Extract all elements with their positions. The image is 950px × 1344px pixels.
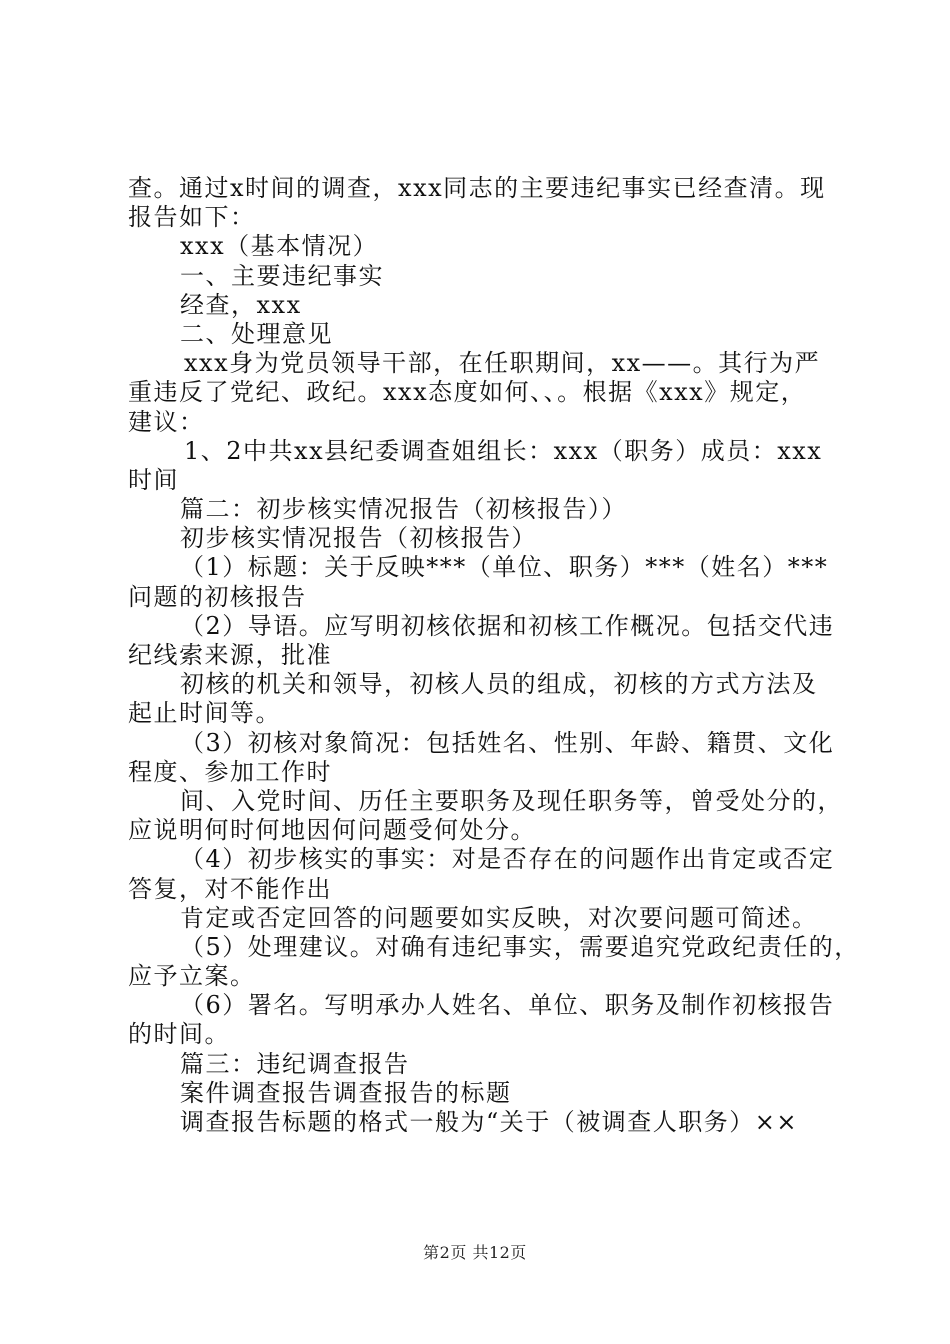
text-line: 篇二：初步核实情况报告（初核报告）） (180, 495, 627, 524)
text-line: 经查，xxx (180, 290, 302, 319)
text-line: 时间 (128, 465, 179, 494)
text-line: 程度、参加工作时 (128, 757, 332, 786)
text-line: （6）署名。写明承办人姓名、单位、职务及制作初核报告 (180, 991, 835, 1020)
text-line: 应予立案。 (128, 962, 256, 991)
text-line: 问题的初核报告 (128, 582, 307, 611)
text-line: 应说明何时何地因何问题受何处分。 (128, 816, 536, 845)
text-line: （3）初核对象简况：包括姓名、性别、年龄、籍贯、文化 (180, 728, 835, 757)
text-line: 调查报告标题的格式一般为“关于（被调查人职务）×× (180, 1108, 798, 1136)
text-line: 间、入党时间、历任主要职务及现任职务等，曾受处分的， (180, 786, 843, 815)
text-line: xxx身为党员领导干部，在任职期间，xx——。其行为严 (184, 349, 821, 378)
page-footer: 第2页 共12页 (423, 1243, 527, 1262)
document-body (128, 174, 860, 1137)
text-line: 的时间。 (128, 1020, 230, 1049)
text-line: （4）初步核实的事实：对是否存在的问题作出肯定或否定 (180, 845, 835, 874)
text-line: （1）标题：关于反映***（单位、职务）***（姓名）*** (180, 553, 829, 582)
text-line: 二、处理意见 (180, 319, 333, 348)
text-line: 一、主要违纪事实 (180, 261, 384, 290)
text-line: 查。通过x时间的调查，xxx同志的主要违纪事实已经查清。现 (128, 174, 826, 202)
text-line: 案件调查报告调查报告的标题 (180, 1078, 512, 1107)
text-line: 篇三：违纪调查报告 (180, 1049, 410, 1078)
text-line: 肯定或否定回答的问题要如实反映，对次要问题可简述。 (180, 903, 818, 932)
text-line: xxx（基本情况） (180, 232, 379, 261)
text-line: 初核的机关和领导，初核人员的组成，初核的方式方法及 (180, 670, 818, 699)
text-line: 报告如下： (128, 203, 256, 232)
text-line: 1、2中共xx县纪委调查姐组长：xxx（职务）成员：xxx (184, 436, 823, 465)
text-line: 起止时间等。 (128, 699, 281, 728)
text-line: 纪线索来源，批准 (128, 641, 332, 669)
text-line: 重违反了党纪、政纪。xxx态度如何、、。根据《xxx》规定， (128, 378, 807, 407)
text-line: 初步核实情况报告（初核报告） (180, 524, 537, 553)
text-line: 答复，对不能作出 (128, 874, 332, 903)
text-line: （5）处理建议。对确有违纪事实，需要追究党政纪责任的， (180, 932, 860, 961)
text-line: （2）导语。应写明初核依据和初核工作概况。包括交代违 (180, 611, 835, 640)
text-line: 建议： (128, 407, 205, 436)
